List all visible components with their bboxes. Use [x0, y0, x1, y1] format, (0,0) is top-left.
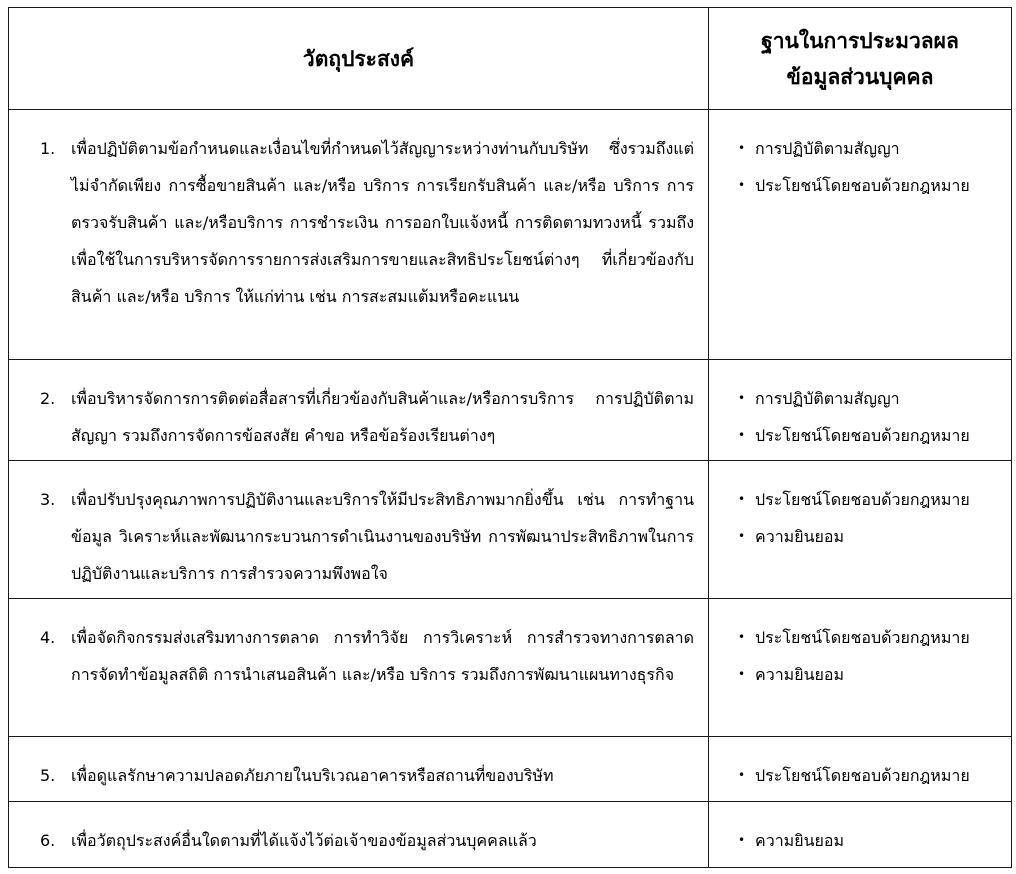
table-header-row	[9, 8, 1012, 110]
legal-basis-item: • ความยินยอม	[755, 822, 1001, 859]
legal-basis-item: • การปฏิบัติตามสัญญา	[755, 130, 1001, 167]
table-row	[9, 599, 1012, 737]
purpose-cell	[9, 360, 709, 461]
purpose-cell	[9, 737, 709, 802]
legal-basis-item: • ประโยชน์โดยชอบด้วยกฎหมาย	[755, 619, 1001, 656]
legal-basis-item: • ความยินยอม	[755, 656, 1001, 693]
table-row	[9, 737, 1012, 802]
legal-basis-cell	[709, 737, 1012, 802]
table-row	[9, 360, 1012, 461]
table-row	[9, 461, 1012, 599]
purpose-cell	[9, 110, 709, 360]
purpose-text: เพื่อปฏิบัติตามข้อกำหนดและเงื่อนไขที่กำหนดไว้สัญญาระหว่างท่านกับบริษัท ซึ่งรวมถึงแต่ไม่จำกัดเพียง การซื้อขายสินค้า และ/หรือ บริการ การเรียกรับสินค้า และ/หรือ บริการ การตรวจรับสินค้า และ/หรือบริการ การชำระเงิน การออกใบแจ้งหนี้ การติดตามทวงหนี้ รวมถึงเพื่อใช้ในการบริหารจัดการรายการส่งเสริมการขายและสิทธิประโยชน์ต่างๆ ที่เกี่ยวข้องกับสินค้า และ/หรือ บริการ ให้แก่ท่าน เช่น การสะสมแต้มหรือคะแนน	[71, 139, 694, 306]
row-number: 4.	[40, 628, 56, 647]
header-purpose: วัตถุประสงค์	[9, 8, 709, 110]
header-legal-basis-line1: ฐานในการประมวลผล	[761, 28, 959, 53]
row-number: 6.	[40, 831, 56, 850]
legal-basis-cell	[709, 110, 1012, 360]
legal-basis-item: • การปฏิบัติตามสัญญา	[755, 380, 1001, 417]
legal-basis-cell	[709, 461, 1012, 599]
legal-basis-item: • ประโยชน์โดยชอบด้วยกฎหมาย	[755, 417, 1001, 454]
legal-basis-item: • ประโยชน์โดยชอบด้วยกฎหมาย	[755, 481, 1001, 518]
purpose-legal-basis-table	[8, 7, 1012, 868]
row-number: 1.	[40, 139, 56, 158]
table-row	[9, 802, 1012, 868]
header-legal-basis	[709, 8, 1012, 110]
header-legal-basis-line2: ข้อมูลส่วนบุคคล	[786, 64, 934, 89]
purpose-cell	[9, 599, 709, 737]
legal-basis-cell	[709, 599, 1012, 737]
purpose-text: เพื่อปรับปรุงคุณภาพการปฏิบัติงานและบริการให้มีประสิทธิภาพมากยิ่งขึ้น เช่น การทำฐานข้อมูล วิเคราะห์และพัฒนากระบวนการดำเนินงานของบริษัท การพัฒนาประสิทธิภาพในการปฏิบัติงานและบริการ การสำรวจความพึงพอใจ	[71, 490, 694, 583]
row-number: 2.	[40, 389, 56, 408]
purpose-text: เพื่อจัดกิจกรรมส่งเสริมทางการตลาด การทำวิจัย การวิเคราะห์ การสำรวจทางการตลาด การจัดทำข้อมูลสถิติ การนำเสนอสินค้า และ/หรือ บริการ รวมถึงการพัฒนาแผนทางธุรกิจ	[71, 628, 694, 684]
legal-basis-cell	[709, 360, 1012, 461]
purpose-text: เพื่อบริหารจัดการการติดต่อสื่อสารที่เกี่ยวข้องกับสินค้าและ/หรือการบริการ การปฏิบัติตามสัญญา รวมถึงการจัดการข้อสงสัย คำขอ หรือข้อร้องเรียนต่างๆ	[71, 389, 694, 445]
legal-basis-cell	[709, 802, 1012, 868]
legal-basis-item: • ประโยชน์โดยชอบด้วยกฎหมาย	[755, 167, 1001, 204]
legal-basis-item: • ประโยชน์โดยชอบด้วยกฎหมาย	[755, 757, 1001, 794]
table-row	[9, 110, 1012, 360]
legal-basis-item: • ความยินยอม	[755, 518, 1001, 555]
purpose-cell	[9, 802, 709, 868]
purpose-text: เพื่อวัตถุประสงค์อื่นใดตามที่ได้แจ้งไว้ต่อเจ้าของข้อมูลส่วนบุคคลแล้ว	[71, 831, 537, 850]
purpose-cell	[9, 461, 709, 599]
purpose-text: เพื่อดูแลรักษาความปลอดภัยภายในบริเวณอาคารหรือสถานที่ของบริษัท	[71, 766, 554, 785]
row-number: 5.	[40, 766, 56, 785]
row-number: 3.	[40, 490, 56, 509]
